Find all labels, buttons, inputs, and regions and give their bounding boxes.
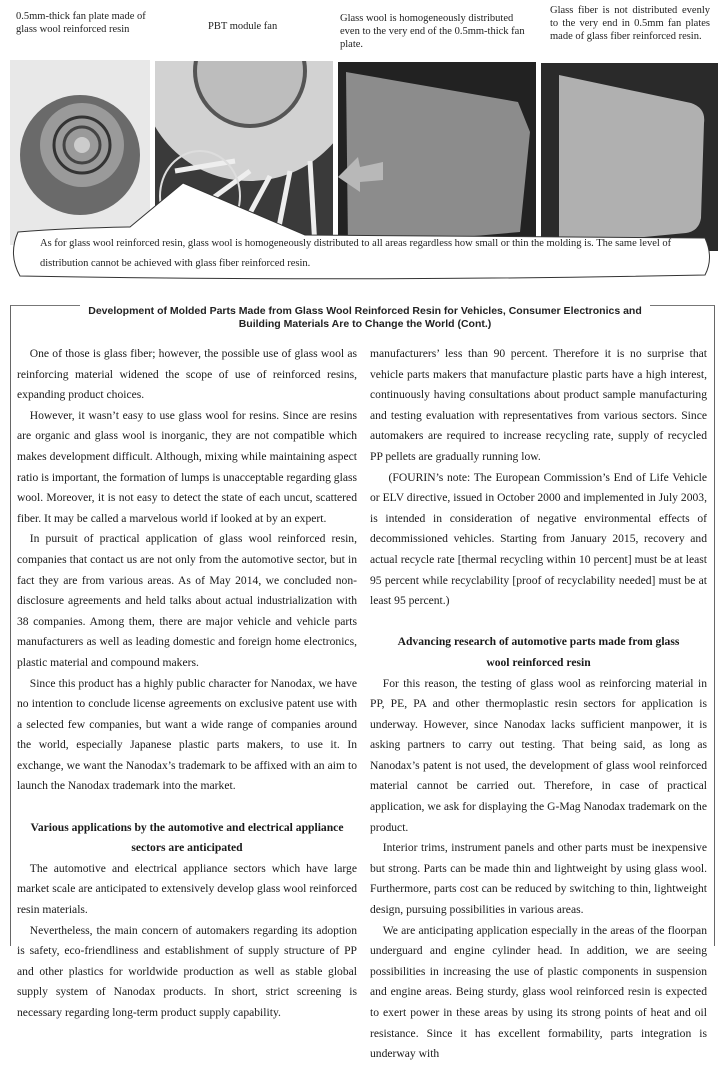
paragraph: One of those is glass fiber; however, the possible use of glass wool as reinforcing material widened the scope of use of reinforced resins, expanding product choices. [17,347,357,402]
paragraph: The automotive and electrical appliance sectors which have large market scale are anticipated to extensively develop glass wool reinforced resin materials. [17,861,357,917]
right-column [370,344,707,1065]
paragraph: (FOURIN’s note: The European Commission’s End of Life Vehicle or ELV directive, issued in October 2000 and implemented in July 2003, is intended in consideration of negative environmental effects of decommissioned vehicles. Starting from January 2015, recovery and actual recycle rate [thermal recycling within 10 percent] must be at least 95 percent while recyclability [proof of recyclability needed] must be at least 95 percent.) [370,470,707,608]
article-title-line2: Building Materials Are to Change the World (Cont.) [238,317,492,330]
paragraph: Since this product has a highly public character for Nanodax, we have no intention to conclude license agreements on exclusive patent use with a selected few companies, but want a wide range of companies around the world, especially Japanese plastic parts makers, to use it. In exchange, we want the Nanodax’s trademark to be affixed with an aim to launch the Nanodax trademark into the market. [17,676,357,793]
paragraph: However, it wasn’t easy to use glass wool for resins. Since are resins are organic and glass wool is inorganic, they are not compatible which makes development difficult. Although, mixing while maintaining aspect ratio is important, the formation of lumps is unacceptable regarding glass wool. Moreover, it is not easy to detect the state of each uncut, scattered fiber. It may be called a marvelous world if looked at by an expert. [17,408,357,525]
section-heading: Various applications by the automotive and electrical appliance sectors are anticipated [30,820,344,855]
paragraph: Nevertheless, the main concern of automakers regarding its adoption is safety, eco-friendliness and establishment of supply structure of PP and other plastics for worldwide production as well as stable global supply system of Nanodax products. In short, strict screening is necessary regarding long-term product supply capability. [17,923,357,1019]
caption-pbt-fan: PBT module fan [208,21,278,32]
paragraph: manufacturers’ less than 90 percent. Therefore it is no surprise that vehicle parts makers that manufacture plastic parts have a high interest, continuously having consultations about product sample manufacturing and testing evaluation with representatives from various sectors. Since automakers are required to increase recycling rate, supply of recycled PP pellets are gradually running low. [370,347,707,463]
left-column [17,344,357,1024]
paragraph: Interior trims, instrument panels and other parts must be inexpensive but strong. Parts can be made thin and lightweight by using glass wool. Furthermore, parts cost can be reduced by switching to thin, lightweight design, pursuing possibilities in various areas. [370,841,707,917]
section-heading: Advancing research of automotive parts made from glass wool reinforced resin [397,635,680,669]
paragraph: We are anticipating application especially in the areas of the floorpan underguard and engine cylinder head. In addition, we are seeing possibilities in increasing the use of plastic components in suspension and engine areas. Being sturdy, glass wool reinforced resin is expected to exert power in these areas by using its strong points of heat and oil resistance. Since it has excellent formability, parts integration is underway with [370,923,707,1061]
caption-glass-fiber: Glass fiber is not distributed evenly to the very end in 0.5mm fan plates made of glass fiber reinforced resin. [550,5,710,42]
article-title-line1: Development of Molded Parts Made from Glass Wool Reinforced Resin for Vehicles, Consumer Electronics and [88,305,642,317]
callout-text: As for glass wool reinforced resin, glass wool is homogeneously distributed to all areas regardless how small or thin the molding is. The same level of distribution cannot be achieved with glass fiber reinforced resin. [40,238,672,269]
caption-fan-plate: 0.5mm-thick fan plate made of glass wool reinforced resin [16,11,146,35]
caption-glass-wool: Glass wool is homogeneously distributed even to the very end of the 0.5mm-thick fan plate. [340,13,525,50]
paragraph: For this reason, the testing of glass wool as reinforcing material in PP, PE, PA and other thermoplastic resin sectors for application is underway. However, since Nanodax lacks sufficient manpower, it is asking partners to carry out testing. That being said, as long as Nanodax’s patent is not used, the development of glass wool reinforced material cannot be carried out. Therefore, in case of practical application, we ask for displaying the G-Mag Nanodax trademark on the product. [370,676,707,834]
article-title [80,305,650,330]
paragraph: In pursuit of practical application of glass wool reinforced resin, companies that contact us are not only from the automotive sector, but in fact they are from various areas. As of May 2014, we concluded non-disclosure agreements and held talks about actual industrialization with 38 companies. Among them, there are major vehicle and vehicle parts manufacturers as well as leading domestic and foreign home electronics, plastic material and compound makers. [17,532,357,669]
